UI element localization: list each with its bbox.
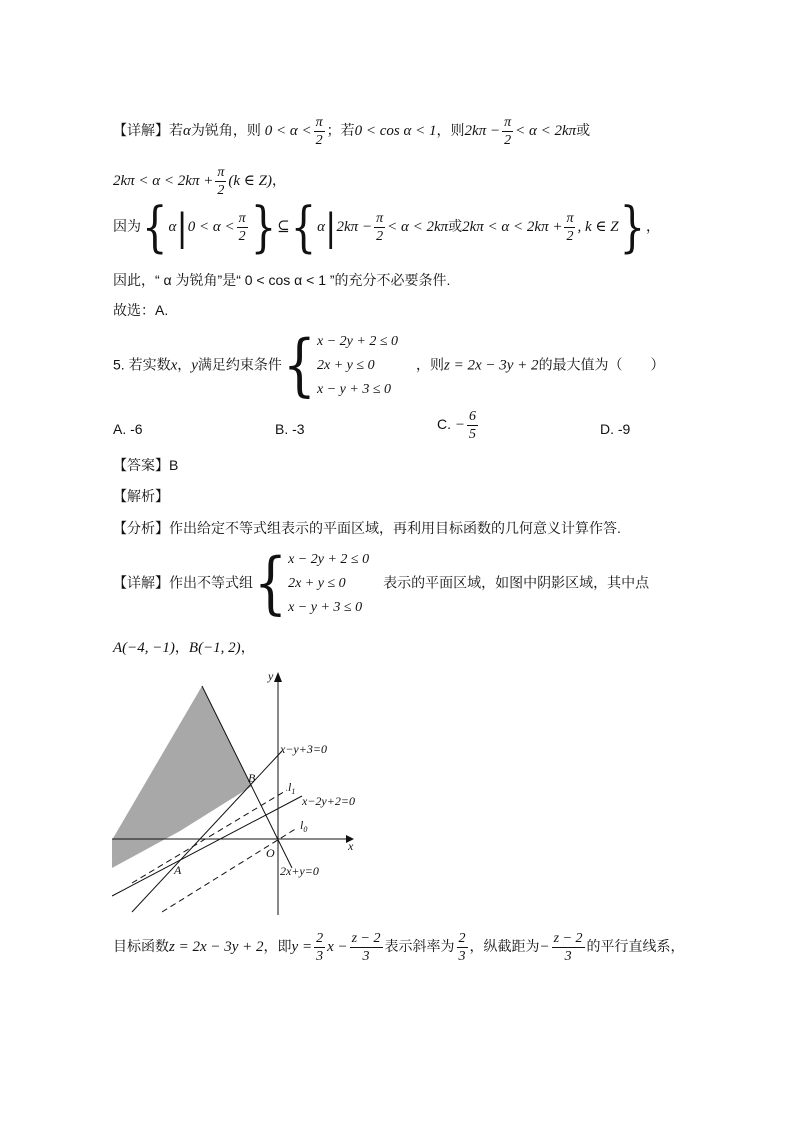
points-line: A(−4, −1)，B(−1, 2)，: [113, 639, 255, 656]
line-label-2x-y: 2x+y=0: [280, 864, 319, 878]
shaded-region: [112, 686, 252, 868]
objective-line: 目标函数z = 2x − 3y + 2，即y = $\frac{2}{3}$ x − $\frac{z - 2}{3}$ 表示斜率为 $\frac{2}{3}$ ，纵截距为− $\frac{z - 2}{3}$ 的平行直线系，: [113, 931, 685, 964]
analysis-label: 【解析】: [113, 488, 169, 504]
detail-label: 【详解】: [113, 122, 169, 139]
detail-paragraph-2: 2kπ < α < 2kπ + $\frac{\pi}{2}$ (k ∈ Z)，: [113, 165, 286, 198]
y-axis-arrow: [274, 672, 282, 682]
question-number: 5.: [113, 356, 125, 373]
answer-line: [113, 455, 178, 475]
constraint-system: x − 2y + 2 ≤ 0 2x + y ≤ 0 x − y + 3 ≤ 0: [317, 334, 399, 397]
line-label-l0: $l_0$: [300, 818, 308, 834]
line-label-x-2y-2: x−2y+2=0: [302, 794, 355, 808]
option-b: B. -3: [275, 421, 305, 437]
answer-value: B: [169, 457, 179, 473]
x-axis-label: x: [348, 839, 354, 853]
point-b-label: B: [248, 771, 256, 785]
conclusion-text: 因此，“ α 为锐角”是“ 0 < cos α < 1 ”的充分不必要条件.: [113, 272, 451, 288]
fraction-pi-2: $\frac{\pi}{2}$: [315, 115, 323, 148]
line-label-l1: $l_1$: [288, 780, 296, 796]
line-l0: [162, 828, 297, 912]
option-a: A. -6: [113, 421, 143, 437]
point-a-label: A: [174, 863, 182, 877]
feasible-region-figure: [112, 668, 362, 918]
detail-paragraph-3: 因为{α|0 < α < $\frac{\pi}{2}$ }⊆{α|2kπ − $\frac{\pi}{2}$ < α < 2kπ或2kπ < α < 2kπ + $\frac{\pi}{2}$ , k ∈ Z}，: [113, 196, 661, 259]
y-axis-label: y: [268, 669, 274, 683]
line-label-x-y-3: x−y+3=0: [280, 742, 327, 756]
choice-text: 故选：A.: [113, 302, 169, 318]
analysis-paragraph: 【分析】作出给定不等式组表示的平面区域，再利用目标函数的几何意义计算作答.: [113, 520, 621, 536]
question-5: 5. 若实数x，y满足约束条件{ x − 2y + 2 ≤ 0 2x + y ≤ 0 x − y + 3 ≤ 0 ，则z = 2x − 3y + 2的最大值为（ ）: [113, 327, 665, 405]
origin-label: O: [266, 846, 275, 860]
detail-paragraph-1: 【详解】若α为锐角，则 0 < α < $\frac{\pi}{2}$ ；若0 < cos α < 1，则2kπ − $\frac{\pi}{2}$ < α < 2kπ或: [113, 115, 591, 148]
option-d: D. -9: [600, 421, 631, 437]
answer-label: 【答案】: [113, 457, 169, 473]
detail-paragraph-4: 【详解】作出不等式组{ x − 2y + 2 ≤ 0 2x + y ≤ 0 x − y + 3 ≤ 0 表示的平面区域，如图中阴影区域，其中点: [113, 545, 650, 623]
option-c: C. − $\frac{6}{5}$: [437, 409, 477, 442]
